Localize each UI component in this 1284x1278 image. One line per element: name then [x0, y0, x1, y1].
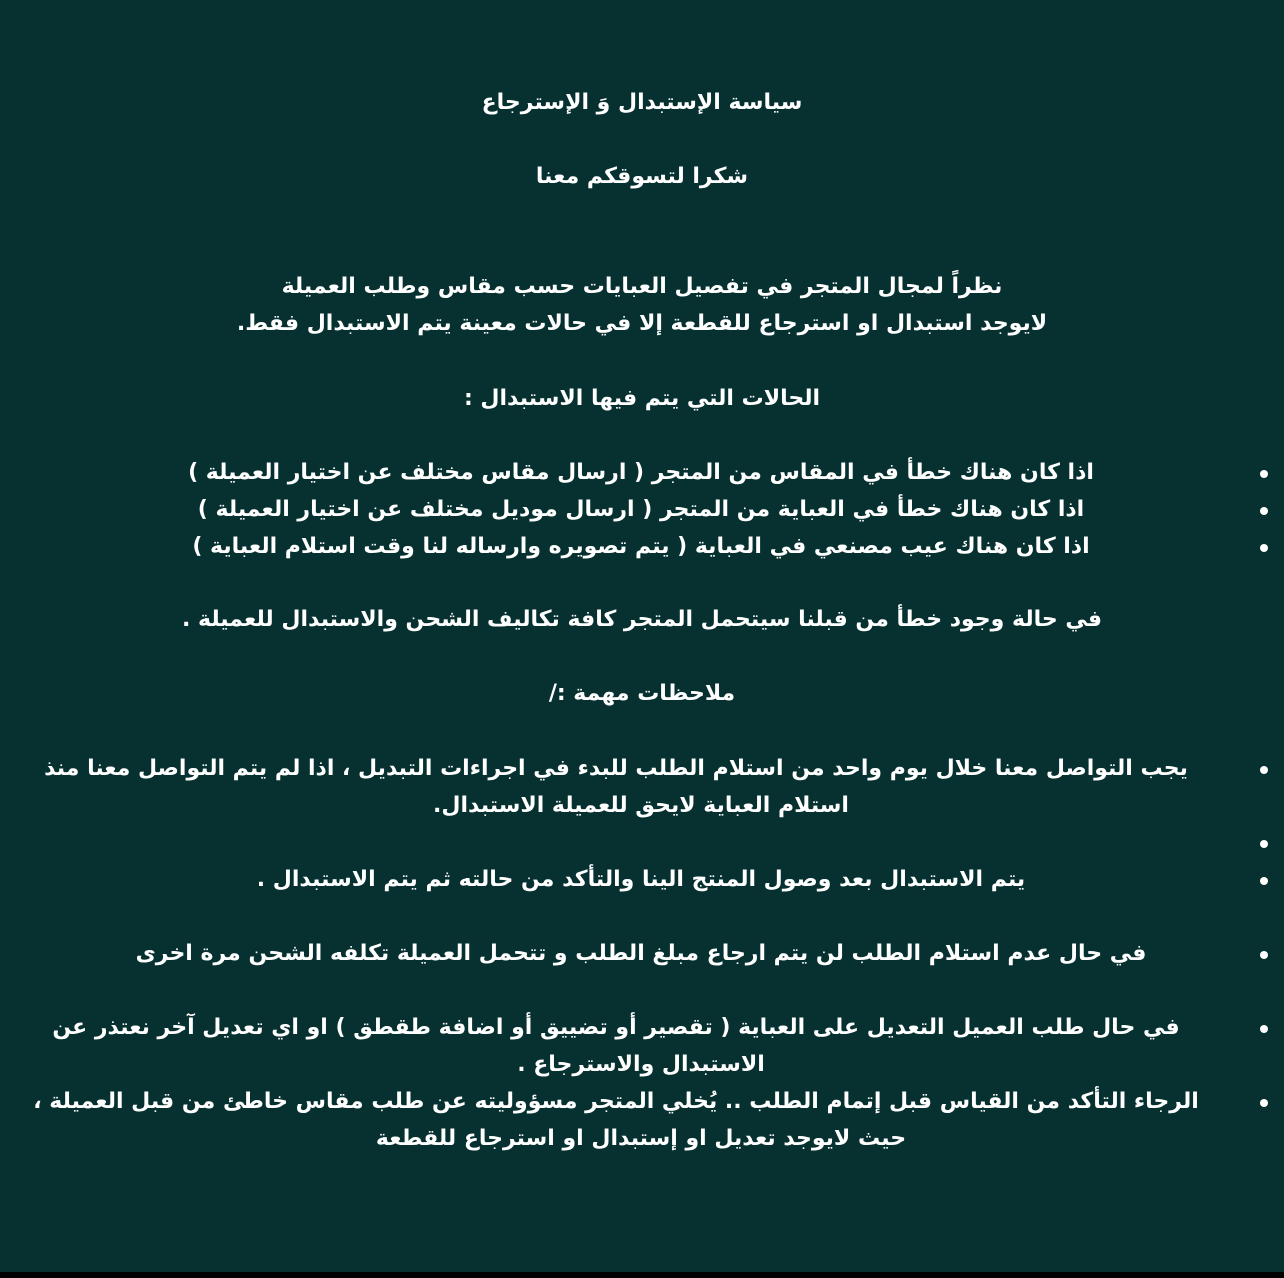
note-text-line1: الرجاء التأكد من القياس قبل إتمام الطلب .. يُخلي المتجر مسؤوليته عن طلب مقاس خاطئ من قبل العميلة ، [33, 1089, 1199, 1114]
bullet-icon [1260, 507, 1268, 515]
list-item [0, 861, 1284, 898]
intro-line-2: لايوجد استبدال او استرجاع للقطعة إلا في حالات معينة يتم الاستبدال فقط. [236, 311, 1048, 336]
list-item [0, 528, 1284, 565]
page-title: سياسة الإستبدال وَ الإسترجاع [481, 90, 803, 115]
notes-heading: ملاحظات مهمة :/ [548, 681, 736, 706]
list-item [0, 491, 1284, 528]
note-text-line1: في حال طلب العميل التعديل على العباية ( تقصير أو تضييق أو اضافة طقطق ) او اي تعديل آخر نعتذر عن [52, 1015, 1180, 1040]
note-text-line2: استلام العباية لايحق للعميلة الاستبدال. [433, 793, 849, 818]
bullet-icon [1260, 1099, 1268, 1107]
cases-heading: الحالات التي يتم فيها الاستبدال : [463, 386, 821, 411]
shipping-notice: في حالة وجود خطأ من قبلنا سيتحمل المتجر كافة تكاليف الشحن والاستبدال للعميلة . [181, 607, 1103, 632]
note-text-line2: حيث لايوجد تعديل او إستبدال او استرجاع للقطعة [375, 1126, 907, 1151]
list-item [0, 824, 1284, 861]
list-item [0, 1083, 1284, 1157]
thanks-text: شكرا لتسوقكم معنا [535, 164, 749, 189]
bullet-icon [1260, 877, 1268, 885]
note-text-line1: يجب التواصل معنا خلال يوم واحد من استلام الطلب للبدء في اجراءات التبديل ، اذا لم يتم التواصل معنا منذ [44, 756, 1188, 781]
bullet-icon [1260, 840, 1268, 848]
list-item [0, 454, 1284, 491]
bullet-icon [1260, 766, 1268, 774]
note-text-line1: يتم الاستبدال بعد وصول المنتج الينا والتأكد من حالته ثم يتم الاستبدال . [256, 867, 1026, 892]
note-text-line1: في حال عدم استلام الطلب لن يتم ارجاع مبلغ الطلب و تتحمل العميلة تكلفه الشحن مرة اخرى [135, 941, 1147, 966]
list-item [0, 750, 1284, 824]
bullet-icon [1260, 1025, 1268, 1033]
list-item [0, 1009, 1284, 1083]
list-item [0, 935, 1284, 972]
bullet-icon [1260, 951, 1268, 959]
case-text: اذا كان هناك عيب مصنعي في العباية ( يتم تصويره وارساله لنا وقت استلام العباية ) [192, 534, 1090, 559]
bullet-icon [1260, 544, 1268, 552]
bullet-icon [1260, 470, 1268, 478]
case-text: اذا كان هناك خطأ في المقاس من المتجر ( ارسال مقاس مختلف عن اختيار العميلة ) [188, 460, 1094, 485]
case-text: اذا كان هناك خطأ في العباية من المتجر ( ارسال موديل مختلف عن اختيار العميلة ) [197, 497, 1085, 522]
intro-line-1: نظراً لمجال المتجر في تفصيل العبايات حسب مقاس وطلب العميلة [281, 274, 1003, 299]
note-text-line2: الاستبدال والاسترجاع . [517, 1052, 765, 1077]
